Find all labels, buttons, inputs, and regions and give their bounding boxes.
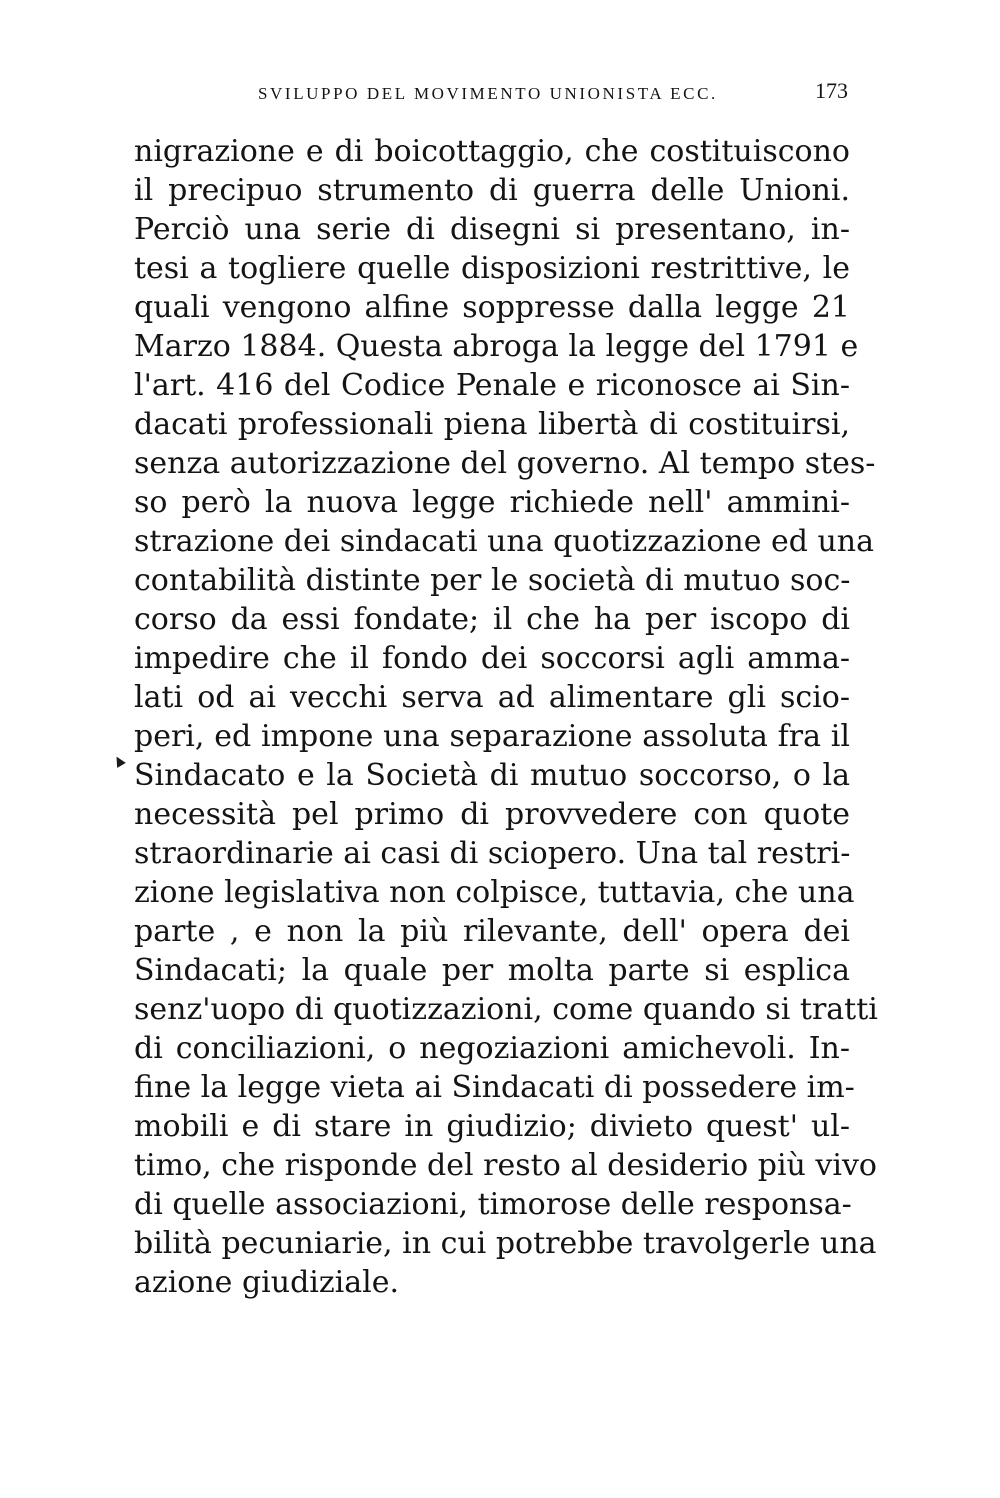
text-line: Sindacati; la quale per molta parte si esplica [134,953,850,988]
margin-mark [112,754,126,768]
text-line: zione legislativa non colpisce, tuttavia, che una [134,875,855,910]
text-line: Sindacato e la Società di mutuo soccorso, o la [134,758,850,793]
text-line: azione giudiziale. [134,1265,400,1300]
text-line: mobili e di stare in giudizio; divieto quest' ul- [134,1109,850,1144]
text-line: strazione dei sindacati una quotizzazione ed una [134,524,875,559]
text-line: tesi a togliere quelle disposizioni restrittive, le [134,251,850,286]
text-line: di conciliazioni, o negoziazioni amichevoli. In- [134,1031,850,1066]
text-line: corso da essi fondate; il che ha per iscopo di [134,602,850,637]
text-line: parte , e non la più rilevante, dell' opera dei [134,914,850,949]
text-line: di quelle associazioni, timorose delle responsa- [134,1187,852,1222]
text-line: Perciò una serie di disegni si presentano, in- [134,212,850,247]
text-line: fine la legge vieta ai Sindacati di possedere im- [134,1070,855,1105]
text-line: quali vengono alfine soppresse dalla legge 21 [134,290,850,325]
body-text [134,132,878,1302]
text-line: so però la nuova legge richiede nell' ammini- [134,485,850,520]
text-line: l'art. 416 del Codice Penale e riconosce ai Sin- [134,368,850,403]
text-line: bilità pecuniarie, in cui potrebbe travolgerle una [134,1226,877,1261]
text-line: senz'uopo di quotizzazioni, come quando si tratti [134,992,878,1027]
text-line: Marzo 1884. Questa abroga la legge del 1791 e [134,329,859,364]
text-line: lati od ai vecchi serva ad alimentare gli scio- [134,680,850,715]
text-line: impedire che il fondo dei soccorsi agli amma- [134,641,850,676]
running-head [258,78,848,108]
text-line: senza autorizzazione del governo. Al tempo stes- [134,446,876,481]
running-title: SVILUPPO DEL MOVIMENTO UNIONISTA ECC. [258,84,718,103]
page-number: 173 [815,78,848,103]
text-line: contabilità distinte per le società di mutuo soc- [134,563,851,598]
text-line: nigrazione e di boicottaggio, che costituiscono [134,134,850,169]
text-line: peri, ed impone una separazione assoluta fra il [134,719,850,754]
text-line: straordinarie ai casi di sciopero. Una tal restri- [134,836,851,871]
text-line: timo, che risponde del resto al desiderio più vivo [134,1148,877,1183]
text-line: dacati professionali piena libertà di costituirsi, [134,407,850,442]
text-line: necessità pel primo di provvedere con quote [134,797,850,832]
text-line: il precipuo strumento di guerra delle Unioni. [134,173,850,208]
